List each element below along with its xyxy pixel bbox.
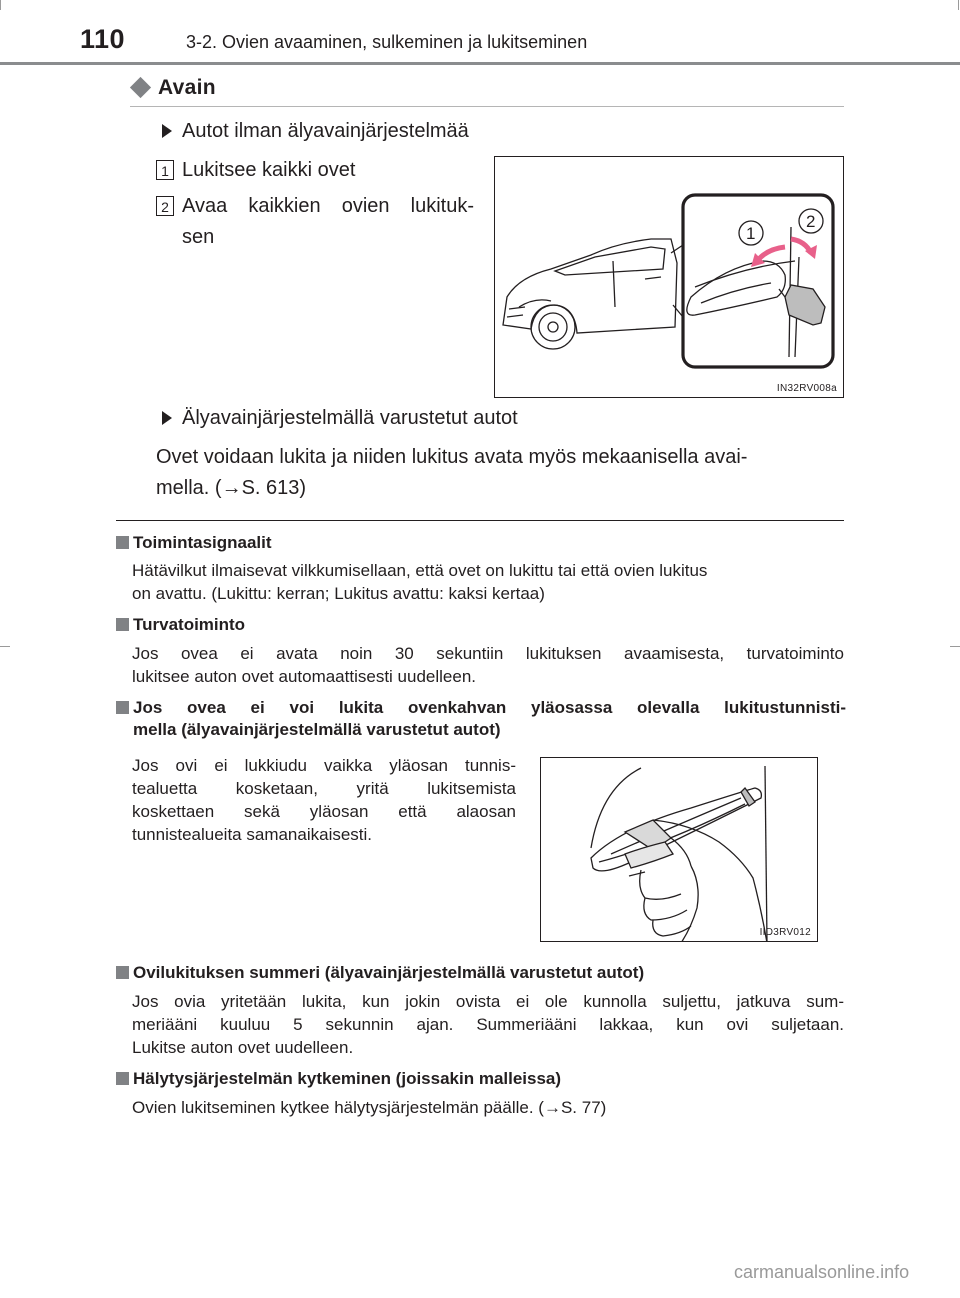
page-number: 110	[80, 24, 126, 54]
figure-code: IID3RV012	[759, 927, 811, 938]
item-text-1: Lukitsee kaikki ovet	[182, 159, 356, 181]
square-bullet-icon	[116, 701, 129, 714]
sub2-text-line2: mella. (→S. 613)	[156, 477, 307, 499]
note-body-line: Hätävilkut ilmaisevat vilkkumisellaan, että ovet on lukittu tai että ovien lukitus	[132, 561, 708, 580]
item-text-2-line2: sen	[182, 226, 215, 248]
square-bullet-icon	[116, 536, 129, 549]
callout-2: 2	[806, 212, 816, 231]
note-body-line: tealuetta kosketaan, yritä lukitsemista	[132, 779, 516, 798]
note-body-line: Jos ovea ei avata noin 30 sekuntiin lukituksen avaamisesta, turvatoiminto	[132, 644, 844, 663]
header-rule	[0, 62, 960, 65]
crop-mark	[950, 646, 960, 647]
diamond-icon	[130, 77, 151, 98]
crop-mark	[0, 646, 10, 647]
square-bullet-icon	[116, 966, 129, 979]
arrow-bullet-icon	[162, 124, 172, 138]
door-handle-illustration	[541, 758, 818, 942]
note-body-line: Ovien lukitseminen kytkee hälytysjärjestelmän päälle. (→S. 77)	[132, 1098, 607, 1117]
car-key-illustration	[495, 157, 844, 398]
note-heading: Toimintasignaalit	[116, 532, 846, 554]
section-title: Avain	[158, 76, 216, 99]
figure-code: IN32RV008a	[776, 383, 837, 394]
note-heading: Ovilukituksen summeri (älyavainjärjestelmällä varustetut autot)	[116, 962, 846, 984]
item-text-2-line1: Avaa kaikkien ovien lukituk-	[182, 195, 474, 217]
section-divider	[116, 520, 844, 521]
note-heading: Turvatoiminto	[116, 614, 846, 636]
note-heading-line2: mella (älyavainjärjestelmällä varustetut autot)	[133, 720, 501, 739]
note-body-line: tunnistealueita samanaikaisesti.	[132, 825, 373, 844]
subsection-title: Autot ilman älyavainjärjestelmää	[182, 120, 469, 142]
note-body-line: Lukitse auton ovet uudelleen.	[132, 1038, 354, 1057]
figure-car-key	[494, 156, 844, 398]
note-body-line: koskettaen sekä yläosan että alaosan	[132, 802, 516, 821]
item-number-2: 2	[156, 196, 174, 216]
section-heading	[130, 72, 844, 107]
watermark: carmanualsonline.info	[734, 1262, 910, 1282]
arrow-bullet-icon	[162, 411, 172, 425]
square-bullet-icon	[116, 618, 129, 631]
note-heading: Jos ovea ei voi lukita ovenkahvan yläosassa olevalla lukitustunnisti-	[116, 697, 846, 719]
figure-door-handle	[540, 757, 818, 942]
crop-mark	[0, 0, 1, 10]
callout-1: 1	[746, 224, 756, 243]
subsection-title: Älyavainjärjestelmällä varustetut autot	[182, 407, 518, 429]
sub2-text-line1: Ovet voidaan lukita ja niiden lukitus avata myös mekaanisella avai-	[156, 446, 748, 468]
note-body-line: Jos ovi ei lukkiudu vaikka yläosan tunnis-	[132, 756, 516, 775]
note-heading: Hälytysjärjestelmän kytkeminen (joissakin malleissa)	[116, 1068, 846, 1090]
item-number-1: 1	[156, 160, 174, 180]
note-body-line: on avattu. (Lukittu: kerran; Lukitus avattu: kaksi kertaa)	[132, 584, 545, 603]
note-body-line: meriääni kuuluu 5 sekunnin ajan. Summeriääni lakkaa, kun ovi suljetaan.	[132, 1015, 844, 1034]
square-bullet-icon	[116, 1072, 129, 1085]
crop-mark	[958, 0, 959, 10]
chapter-title: 3-2. Ovien avaaminen, sulkeminen ja lukitseminen	[186, 32, 588, 52]
note-body-line: lukitsee auton ovet automaattisesti uudelleen.	[132, 667, 477, 686]
note-body-line: Jos ovia yritetään lukita, kun jokin ovista ei ole kunnolla suljettu, jatkuva sum-	[132, 992, 844, 1011]
